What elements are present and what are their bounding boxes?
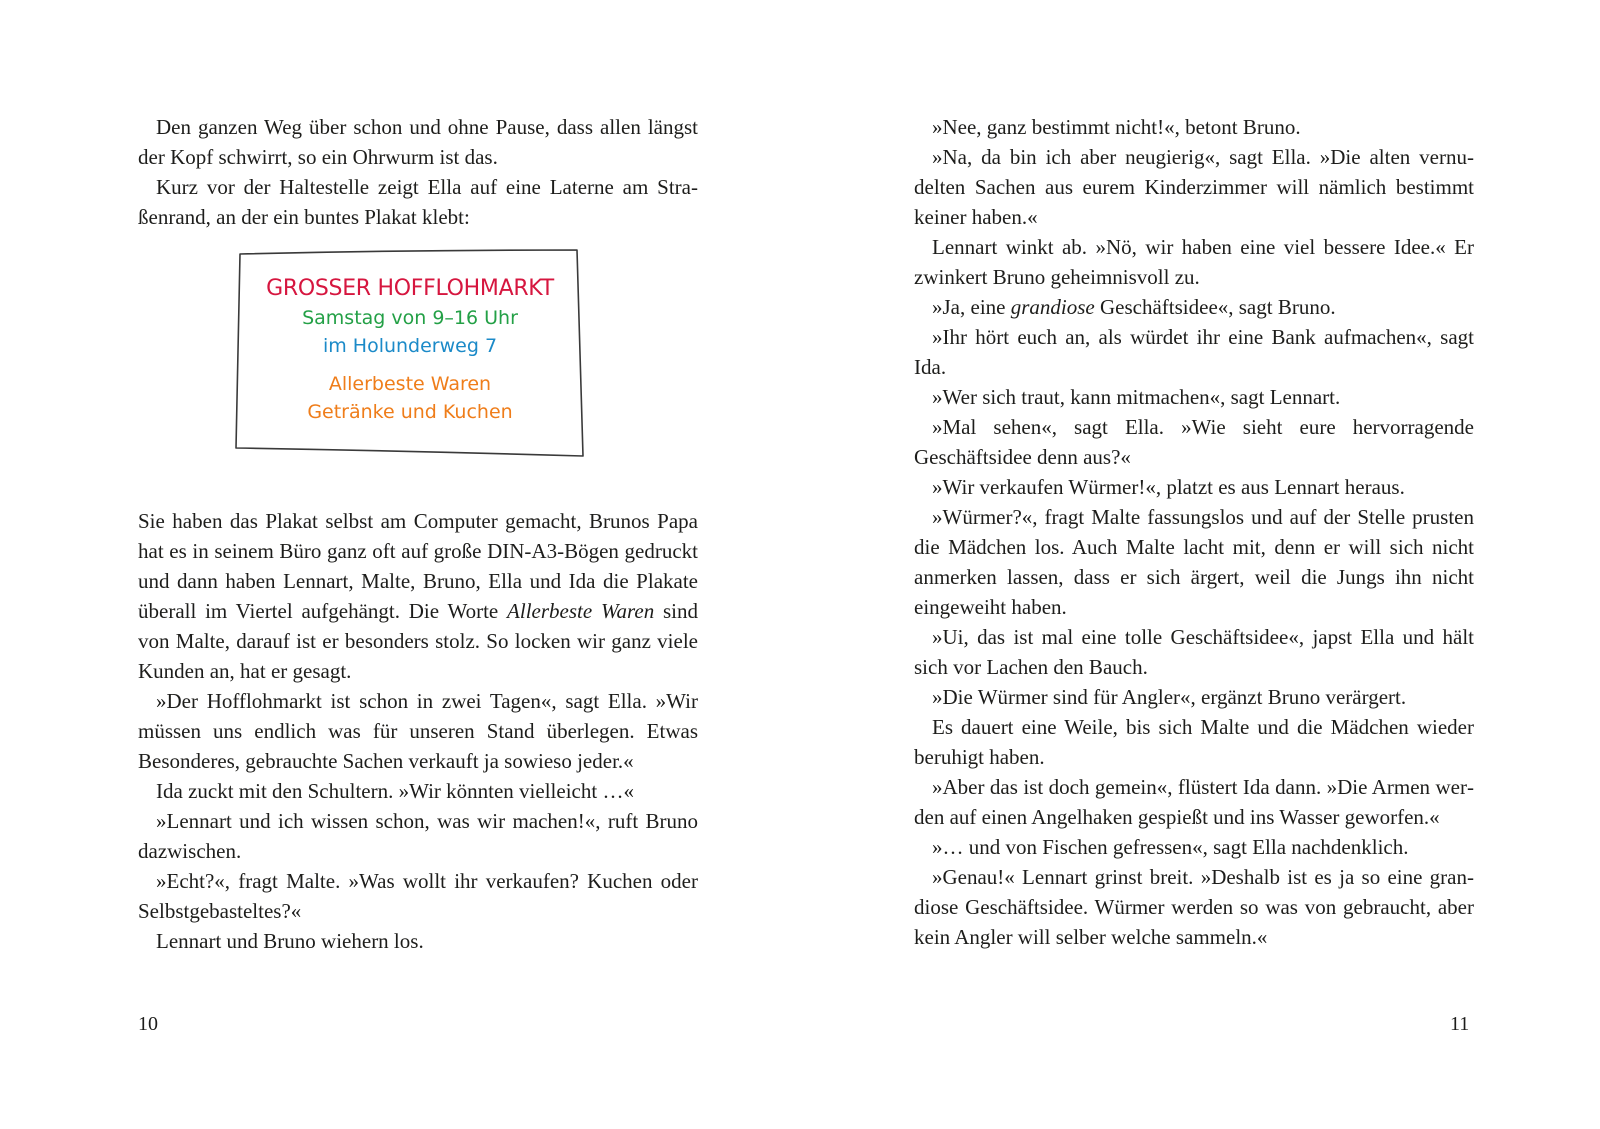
poster-address: im Holunderweg 7 xyxy=(322,335,498,357)
paragraph: »… und von Fischen gefressen«, sagt Ella nachdenklich. xyxy=(932,835,1409,859)
paragraph: »Wir verkaufen Würmer!«, platzt es aus Lennart heraus. xyxy=(932,475,1405,499)
paragraph-text: »Ja, eine xyxy=(932,295,1011,319)
right-page xyxy=(914,112,1474,952)
poster-goods: Allerbeste Waren xyxy=(328,373,492,395)
paragraph: Den ganzen Weg über schon und ohne Pause, dass allen längst der Kopf schwirrt, so ein Ohrwurm ist das. xyxy=(138,115,698,169)
paragraph-italic: Allerbeste Waren xyxy=(507,599,655,623)
paragraph: »Ui, das ist mal eine tolle Geschäftsidee«, japst Ella und hält sich vor Lachen den Bauch. xyxy=(914,625,1474,679)
poster-drinks: Getränke und Kuchen xyxy=(307,401,513,423)
paragraph: Lennart und Bruno wiehern los. xyxy=(156,929,424,953)
paragraph xyxy=(138,506,698,686)
paragraph: »Aber das ist doch gemein«, flüstert Ida dann. »Die Armen werden auf einen Angelhaken gespießt und ins Wasser geworfen.« xyxy=(914,775,1474,829)
page-number-left: 10 xyxy=(138,1013,158,1035)
paragraph: »Genau!« Lennart grinst breit. »Deshalb ist es ja so eine grandiose Geschäftsidee. Würmer werden so was von gebraucht, aber kein Angler will selber welche sammeln.« xyxy=(914,865,1474,949)
paragraph: Es dauert eine Weile, bis sich Malte und die Mädchen wieder beruhigt haben. xyxy=(914,715,1474,769)
left-page xyxy=(138,112,698,956)
flea-market-poster xyxy=(234,248,614,476)
paragraph: Ida zuckt mit den Schultern. »Wir könnten vielleicht …« xyxy=(156,779,634,803)
paragraph: »Lennart und ich wissen schon, was wir machen!«, ruft Bruno dazwischen. xyxy=(138,809,698,863)
poster-title: GROSSER HOFFLOHMARKT xyxy=(266,276,554,301)
paragraph: »Na, da bin ich aber neugierig«, sagt Ella. »Die alten vernudelten Sachen aus eurem Kinderzimmer will nämlich bestimmt keiner haben.« xyxy=(914,145,1474,229)
paragraph-text: sind von Malte, darauf ist er besonders stolz. So locken wir ganz viele Kunden an, hat er gesagt. xyxy=(138,599,698,683)
paragraph-text: Geschäftsidee«, sagt Bruno. xyxy=(1094,295,1336,319)
paragraph-italic: grandiose xyxy=(1010,295,1095,319)
paragraph: Kurz vor der Haltestelle zeigt Ella auf eine Laterne am Straßenrand, an der ein buntes Plakat klebt: xyxy=(138,175,698,229)
paragraph: »Würmer?«, fragt Malte fassungslos und auf der Stelle prusten die Mädchen los. Auch Malte lacht mit, denn er will sich nicht anmerken lassen, dass er sich ärgert, weil die Jungs ihn nicht eingeweiht haben. xyxy=(914,505,1474,619)
paragraph-text: Sie haben das Plakat selbst am Computer gemacht, Brunos Papa hat es in seinem Büro ganz oft auf große DIN-A3-Bögen gedruckt und dann haben Lennart, Malte, Bruno, Ella und Ida die Plakate überall im Viertel aufgehängt. Die Worte xyxy=(138,509,698,623)
poster-content xyxy=(234,248,586,426)
poster-spacer xyxy=(234,360,586,370)
paragraph: »Wer sich traut, kann mitmachen«, sagt Lennart. xyxy=(932,385,1341,409)
paragraph: »Nee, ganz bestimmt nicht!«, betont Bruno. xyxy=(932,115,1301,139)
poster-date: Samstag von 9–16 Uhr xyxy=(302,307,518,329)
page-number-right: 11 xyxy=(1450,1013,1470,1035)
paragraph: »Der Hofflohmarkt ist schon in zwei Tagen«, sagt Ella. »Wir müssen uns endlich was für unseren Stand überlegen. Etwas Besonderes, gebrauchte Sachen verkauft ja sowieso jeder.« xyxy=(138,689,698,773)
paragraph: »Ihr hört euch an, als würdet ihr eine Bank aufmachen«, sagt Ida. xyxy=(914,325,1474,379)
paragraph xyxy=(914,292,1474,322)
paragraph: »Mal sehen«, sagt Ella. »Wie sieht eure hervorragende Geschäftsidee denn aus?« xyxy=(914,415,1474,469)
paragraph: Lennart winkt ab. »Nö, wir haben eine viel bessere Idee.« Er zwinkert Bruno geheimnisvoll zu. xyxy=(914,235,1474,289)
paragraph: »Die Würmer sind für Angler«, ergänzt Bruno verärgert. xyxy=(932,685,1407,709)
paragraph: »Echt?«, fragt Malte. »Was wollt ihr verkaufen? Kuchen oder Selbstgebasteltes?« xyxy=(138,869,698,923)
